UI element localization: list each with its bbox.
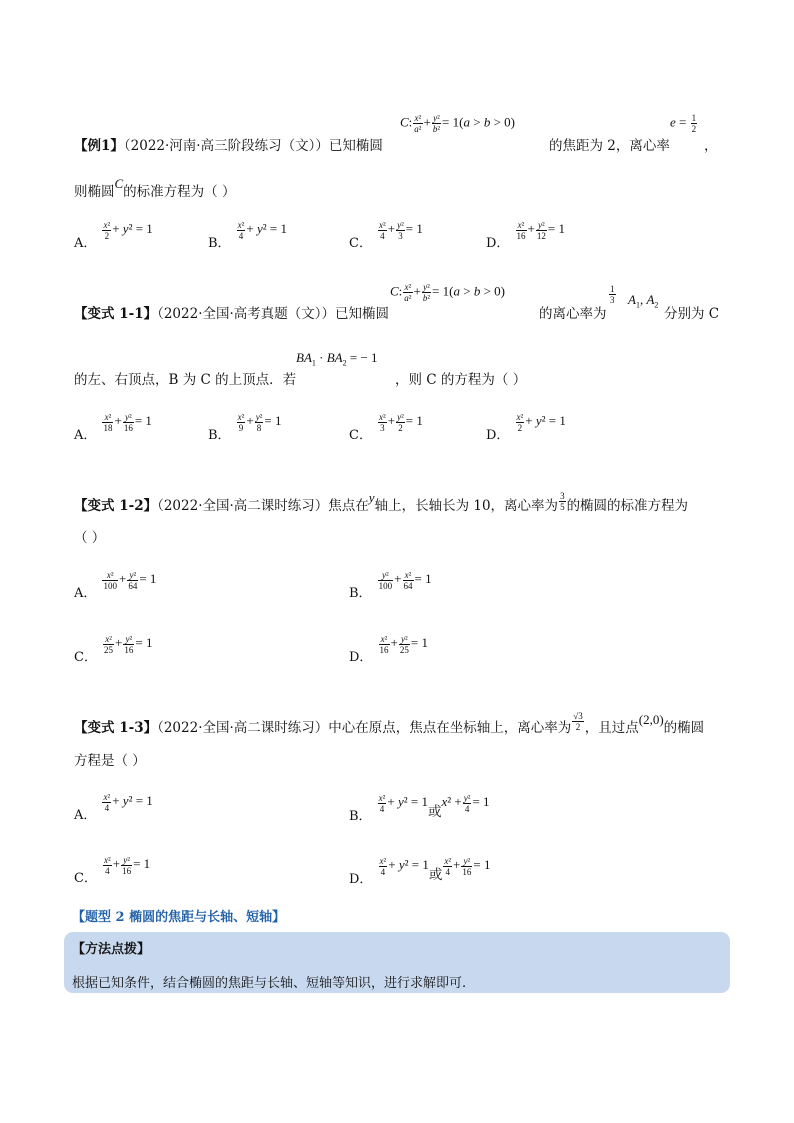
variant-1-1-option-c[interactable]: $_{C.}$ $\frac{\text{x²}}{3}$ + $\frac{\text{y²}}{2}$ = 1 (349, 411, 423, 443)
question-type-2-heading: 【题型 2 椭圆的焦距与长轴、短轴】 (72, 910, 286, 925)
method-tips-title: 【方法点拨】 (72, 942, 151, 957)
variant-1-1-text-b: 的离心率为 (539, 306, 607, 322)
example-1-label: 【例1】 (74, 138, 124, 154)
variant-1-1-line-2-a: 的左、右顶点，B 为 C 的上顶点．若 (74, 372, 297, 388)
example-1-option-b[interactable]: $_{B.}$ $\frac{\text{x²}}{4}$ + y² = 1 (208, 219, 287, 251)
variant-1-3-point: (2,0) (638, 712, 664, 727)
method-tips-body: 根据已知条件，结合椭圆的焦距与长轴、短轴等知识，进行求解即可. (72, 976, 467, 991)
variant-1-2-option-d[interactable]: $_{D.}$ $\frac{\text{x²}}{16}$ + $\frac{\text{y²}}{25}$ = 1 (349, 633, 428, 665)
variant-1-3-option-a[interactable]: $_{A.}$ $\frac{\text{x²}}{4}$ + y² = 1 (74, 791, 153, 823)
example-1-option-c[interactable]: $_{C.}$ $\frac{\text{x²}}{4}$ + $\frac{\text{y²}}{3}$ = 1 (349, 219, 423, 251)
variant-1-3-line-1: 【变式 1-3】（2022·全国·高二课时练习）中心在原点，焦点在坐标轴上，离心率为 $\frac{√3}{2}$ ，且过点(2,0)的椭圆 (74, 710, 705, 736)
variant-1-3-option-d[interactable]: $_{D.}$ $\frac{\text{x²}}{4}$ + $y^2 = 1_或$ $\frac{\text{x²}}{4}$ + $\frac{\text{y²}}{16}$ = 1 (349, 855, 491, 887)
variant-1-2-line-2: （ ） (74, 530, 106, 546)
variant-1-1-ellipse-formula: C: $\frac{\text{x²}}{\text{a²}}$ + $\frac{\text{y²}}{\text{b²}}$ = 1(a > b > 0) (390, 282, 505, 303)
variant-1-3-line-2: 方程是（ ） (74, 753, 146, 769)
method-tips-box (64, 932, 730, 993)
example-1-line-2: 则椭圆C的标准方程为（ ） (74, 176, 236, 200)
example-1-option-a[interactable]: $_{A.}$ $\frac{\text{x²}}{2}$ + y² = 1 (74, 219, 153, 251)
example-1-text-b: 的焦距为 2，离心率 (549, 138, 670, 154)
example-1-option-d[interactable]: $_{D.}$ $\frac{\text{x²}}{16}$ + $\frac{\text{y²}}{12}$ = 1 (486, 219, 565, 251)
variant-1-2-line-1: 【变式 1-2】（2022·全国·高二课时练习）焦点在y轴上，长轴长为 10，离心率为 $\frac{3}{5}$ 的椭圆的标准方程为 (74, 490, 689, 514)
variant-1-1-eccentricity: $\frac{1}{3}$ (610, 284, 615, 305)
variant-1-2-option-c[interactable]: $_{C.}$ $\frac{\text{x²}}{25}$ + $\frac{\text{y²}}{16}$ = 1 (74, 633, 153, 665)
variant-1-1-option-a[interactable]: $_{A.}$ $\frac{\text{x²}}{18}$ + $\frac{\text{y²}}{16}$ = 1 (74, 411, 152, 443)
variant-1-1-option-d[interactable]: $_{D.}$ $\frac{\text{x²}}{2}$ + y² = 1 (486, 411, 566, 443)
variant-1-1-text-c: 分别为 C (664, 306, 720, 322)
variant-1-1-line-1: 【变式 1-1】（2022·全国·高考真题（文））已知椭圆 (74, 306, 390, 322)
variant-1-1-vector-condition: $BA_1 \cdot BA_2$ = − 1 (296, 350, 378, 368)
variant-1-1-vertices: $A_1$, $A_2$ (628, 292, 659, 310)
example-1-ellipse-formula: C: $\frac{\text{x²}}{\text{a²}}$ + $\frac{\text{y²}}{\text{b²}}$ = 1(a > b > 0) (400, 113, 515, 134)
variant-1-3-option-b[interactable]: $_{B.}$ $\frac{\text{x²}}{4}$ + $y^2 = 1_或x^2$ + $\frac{\text{y²}}{4}$ = 1 (349, 792, 490, 824)
example-1-line-1: 【例1】（2022·河南·高三阶段练习（文））已知椭圆 (74, 138, 383, 154)
example-1-text-c: ， (704, 138, 718, 154)
variant-1-2-option-a[interactable]: $_{A.}$ $\frac{\text{x²}}{100}$ + $\frac{\text{y²}}{64}$ = 1 (74, 569, 157, 601)
variant-1-2-option-b[interactable]: $_{B.}$ $\frac{\text{y²}}{100}$ + $\frac{\text{x²}}{64}$ = 1 (349, 569, 432, 601)
variant-1-1-option-b[interactable]: $_{B.}$ $\frac{\text{x²}}{9}$ + $\frac{\text{y²}}{8}$ = 1 (208, 411, 282, 443)
variant-1-1-line-2-b: ，则 C 的方程为（ ） (395, 372, 527, 388)
example-1-eccentricity: e = $\frac{1}{2}$ (670, 113, 697, 134)
variant-1-3-option-c[interactable]: $_{C.}$ $\frac{\text{x²}}{4}$ + $\frac{\text{y²}}{16}$ = 1 (74, 854, 151, 886)
example-1-source: （2022·河南·高三阶段练习（文）） (123, 138, 329, 154)
